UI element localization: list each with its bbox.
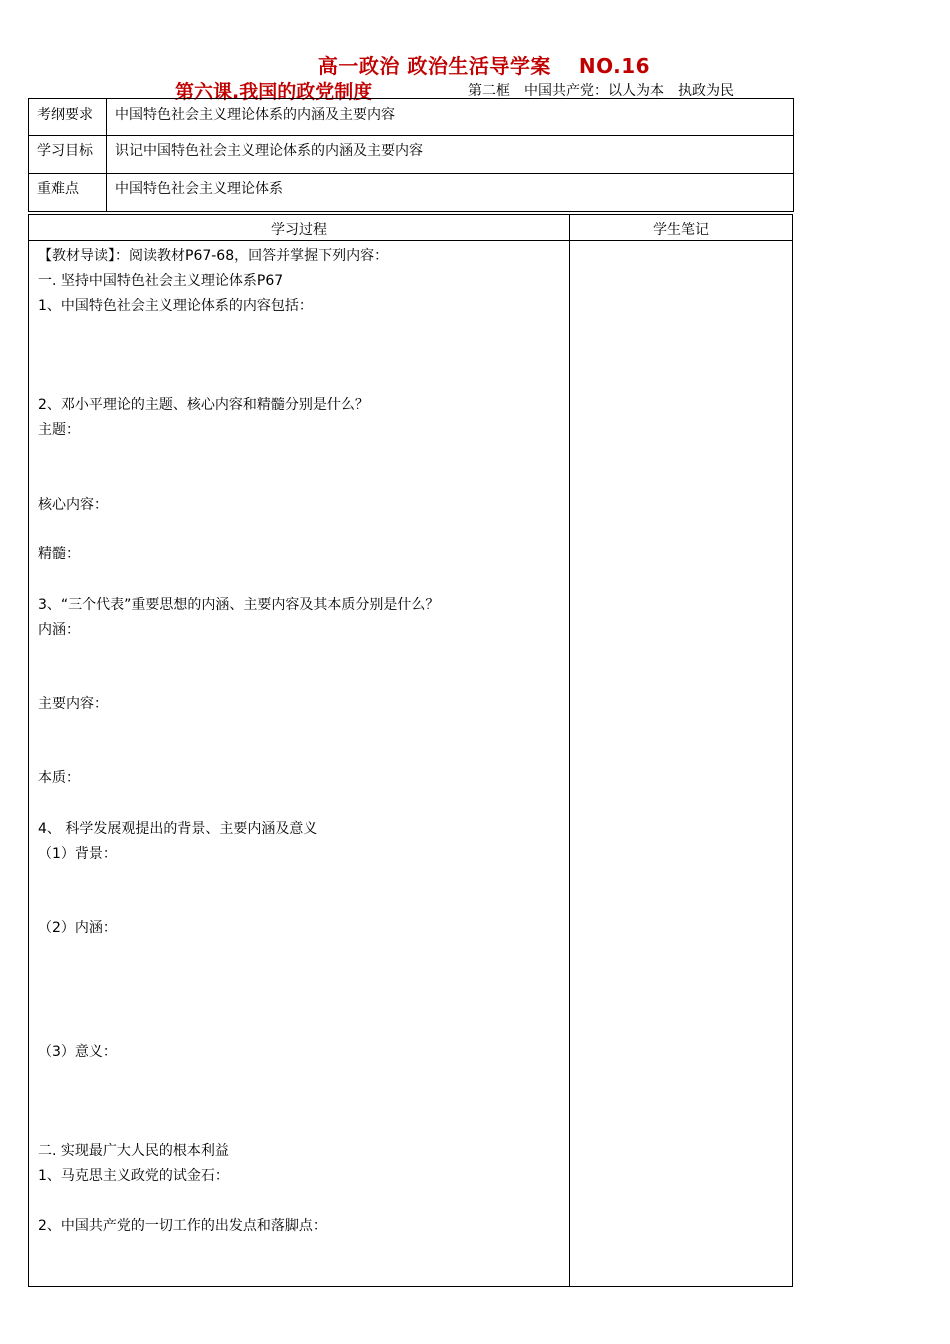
- lesson-title: 第六课.我国的政党制度: [175, 81, 373, 103]
- column-divider: [569, 215, 570, 1286]
- row-label: 重难点: [29, 174, 107, 212]
- column-header-process: 学习过程: [271, 222, 327, 238]
- question: 3、“三个代表”重要思想的内涵、主要内容及其本质分别是什么？: [38, 597, 440, 613]
- section-heading: 一. 坚持中国特色社会主义理论体系P67: [38, 273, 284, 289]
- question: 2、中国共产党的一切工作的出发点和落脚点：: [38, 1218, 327, 1234]
- question: 1、中国特色社会主义理论体系的内容包括：: [38, 298, 313, 314]
- section-subtitle: 第二框 中国共产党：以人为本 执政为民: [468, 83, 734, 99]
- answer-label: （3）意义：: [38, 1044, 117, 1060]
- answer-label: 核心内容：: [38, 497, 108, 513]
- answer-label: （2）内涵：: [38, 920, 117, 936]
- row-value: 中国特色社会主义理论体系: [107, 174, 794, 212]
- table-row: [29, 99, 794, 136]
- question: 2、邓小平理论的主题、核心内容和精髓分别是什么？: [38, 397, 369, 413]
- info-table: [28, 98, 794, 212]
- doc-title: 高一政治 政治生活导学案 NO.16: [317, 54, 651, 78]
- intro-text: 【教材导读】：阅读教材P67-68，回答并掌握下列内容：: [38, 248, 389, 264]
- study-table-header: [29, 215, 792, 241]
- row-value: 识记中国特色社会主义理论体系的内涵及主要内容: [107, 136, 794, 174]
- answer-label: 主题：: [38, 422, 80, 438]
- row-value: 中国特色社会主义理论体系的内涵及主要内容: [107, 99, 794, 136]
- answer-label: （1）背景：: [38, 846, 117, 862]
- study-table: [28, 214, 793, 1287]
- answer-label: 本质：: [38, 770, 80, 786]
- table-row: [29, 136, 794, 174]
- row-label: 学习目标: [29, 136, 107, 174]
- answer-label: 精髓：: [38, 546, 80, 562]
- question: 1、马克思主义政党的试金石：: [38, 1168, 229, 1184]
- row-label: 考纲要求: [29, 99, 107, 136]
- answer-label: 内涵：: [38, 622, 80, 638]
- question: 4、 科学发展观提出的背景、主要内涵及意义: [38, 821, 318, 837]
- answer-label: 主要内容：: [38, 696, 108, 712]
- table-row: [29, 174, 794, 212]
- section-heading: 二. 实现最广大人民的根本利益: [38, 1143, 229, 1159]
- column-header-notes: 学生笔记: [653, 222, 709, 238]
